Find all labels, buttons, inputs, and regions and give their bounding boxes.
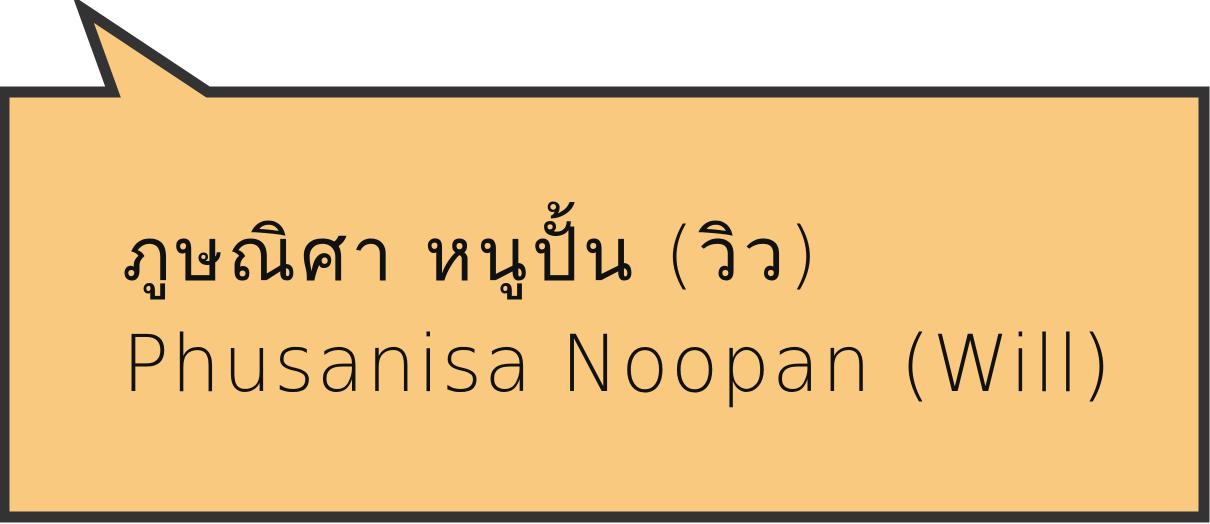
thai-name: ภูษณิศา หนูปั้น (วิว) xyxy=(122,212,822,298)
name-text-block xyxy=(122,200,1162,420)
english-name: Phusanisa Noopan (Will) xyxy=(122,320,1114,410)
